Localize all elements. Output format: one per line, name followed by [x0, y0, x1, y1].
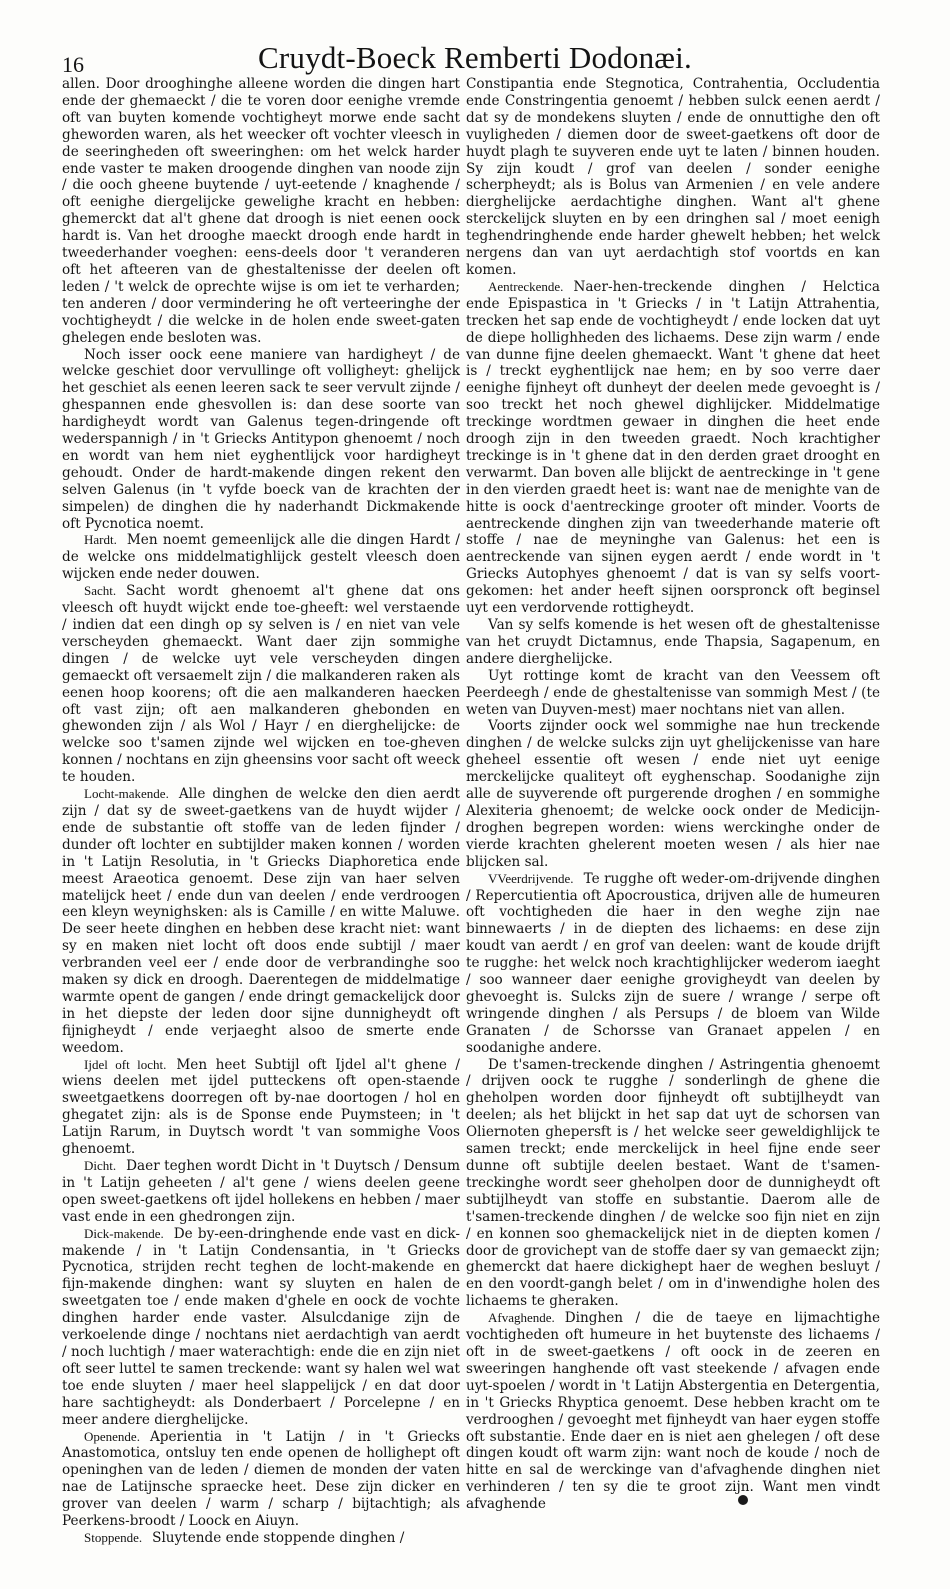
paragraph-text: Naer-hen-treckende dinghen / Helctica ende Epispastica in 't Griecks / in 't Latijn Attrahentia, trecken het sap ende de vochtigheydt / ende locken dat uyt de diepe hollighheden des lichaems. Dese zijn warm / ende van dunne fijne deelen ghemaeckt. Want 't ghene dat heet is / treckt eyghentlijck nae hem; en by soo verre daer eenighe fijnheyt oft dunheyt der deelen mede gevoeght is / soo treckt het noch ghewel dighlijcker. Middelmatige treckinge wordtmen gewaer in dinghen die heet ende droogh zijn in den tweeden graedt. Noch krachtigher treckinge is in 't ghene dat in den derden graet drooght en verwarmt. Dan boven alle blijckt de aentreckinge in 't gene in den vierden graedt heet is: want nae de menighte van de hitte is oock d'aentreckinge grooter oft minder. Voorts de aentreckende dinghen zijn van tweederhande materie oft stoffe / nae de meyninghe van Galenus: het een is aentreckende van sijnen eygen aerdt / ende wordt in 't Griecks Autophyes ghenoemt / dat is van sy selfs voort-gekomen: het ander heeft sijnen oorspronck oft beginsel uyt een verdorvende rottigheydt.: [466, 278, 880, 617]
paragraph: [62, 583, 460, 786]
margin-note: Dick-makende.: [84, 1225, 164, 1241]
paragraph-text: Constipantia ende Stegnotica, Contrahentia, Occludentia ende Constringentia genoemt / hebben sulck eenen aerdt / dat sy de mondekens sluyten / ende de onnuttighe den oft vuyligheden / diemen door de sweet-gaetkens oft door de huydt plagh te suyveren ende uyt te laten / binnen houden. Sy zijn koudt / grof van deelen / sonder eenighe scherpheydt; als is Bolus van Armenien / en vele andere dierghelijcke aerdachtighe dinghen. Want al't ghene sterckelijck sluyten en by een dringhen sal / moet eenigh teghendringhende ende harder ghewelt hebben; het welck nergens dan van uyt aerdachtigh stof voortds en kan komen.: [466, 76, 880, 278]
margin-note: Hardt.: [84, 532, 117, 548]
paragraph: [62, 1226, 460, 1429]
paragraph-text: De by-een-dringhende ende vast en dick-makende / in 't Latijn Condensantia, in 't Griecks Pycnotica, strijden recht teghen de locht-makende en fijn-makende dinghen: want sy sluyten en halen de sweetgaten toe / ende maken d'ghele en oock de vochte dinghen harder ende vaster. Alsulcdanige zijn de verkoelende dinge / nochtans niet aerdachtigh van aerdt / noch luchtigh / maer waterachtigh: ende die en zijn niet oft seer luttel te samen treckende: want sy halen wel wat toe ende sluyten / maer heel slappelijck / en dat door hare sachtigheydt: als Donderbaert / Porcelepne / en meer andere dierghelijcke.: [62, 1225, 460, 1428]
paragraph: [466, 279, 880, 617]
paragraph-text: Dinghen / die de taeye en lijmachtighe vochtigheden oft humeure in het buytenste des lichaems / oft in de sweet-gaetkens / oft oock in de zeeren en sweeringen hanghende oft vast steekende / afvagen ende uyt-spoelen / wordt in 't Latijn Abstergentia en Detergentia, in 't Griecks Rhyptica genoemt. Dese hebben kracht om te verdrooghen / gevoeght met fijnheydt van haer eygen stoffe oft substantie. Ende daer en is niet aen ghelegen / oft dese dingen koudt oft warm zijn: want noch de koude / noch de hitte en sal de werckinge van d'afvaghende dinghen niet verhinderen / ten sy die te groot zijn. Want men vindt afvaghende: [466, 1310, 880, 1513]
paragraph-text: Men heet Subtijl oft Ijdel al't ghene / wiens deelen met ijdel putteckens oft open-staende sweetgaetkens doorregen oft by-nae doortogen / hol en ghegatet zijn: als is de Sponse ende Puymsteen; in 't Latijn Rarum, in Duytsch wordt 't van sommighe Voos ghenoemt.: [62, 1056, 460, 1158]
margin-note: Stoppende.: [84, 1529, 143, 1545]
paragraph: [466, 1310, 880, 1513]
paragraph: [62, 347, 460, 533]
paragraph-text: allen. Door drooghinghe alleene worden die dingen hart ende der ghemaeckt / die te voren door eenighe vremde oft van buyten komende vochtigheyt morwe ende sacht gheworden waren, als het weecker oft vochter vleesch in de seeringheden oft sweeringhen: om het welck harder ende vaster te maken droogende dinghen van noode zijn / die ooch gheene buytende / uyt-eetende / knaghende / oft eenighe diergelijcke gewelighe kracht en hebben: ghemerckt dat al't ghene dat droogh is niet eenen oock hardt is. Van het drooghe maeckt droogh ende hardt in tweederhander voeghen: eens-deels door 't veranderen oft het afteeren van de ghestaltenisse der deelen oft leden / 't welck de oprechte wijse is om iet te verharden; ten anderen / door vermindering he oft verteeringhe der vochtigheydt / die welcke in de holen ende sweet-gaten ghelegen ende besloten was.: [62, 76, 460, 346]
paragraph-text: Van sy selfs komende is het wesen oft de ghestaltenisse van het cruydt Dictamnus, ende Thapsia, Sagapenum, en andere dierghelijcke.: [466, 617, 880, 667]
running-head-title: Cruydt-Boeck Remberti Dodonæi.: [258, 40, 692, 75]
margin-note: Sacht.: [84, 583, 117, 599]
paragraph-text: Sacht wordt ghenoemt al't ghene dat ons vleesch oft huydt wijckt ende toe-gheeft: wel verstaende / indien dat een dingh op sy selven is / en niet van vele verscheyden ghemaeckt. Want daer zijn sommighe dingen / de welcke uyt vele verscheyden dingen gemaeckt oft versaemelt zijn / die malkanderen raken als eenen hoop koorens; oft die aen malkanderen haecken oft vast zijn; oft aen malkanderen ghebonden en ghewonden zijn / als Wol / Hayr / en dierghelijcke: de welcke soo t'samen zijnde wel wijcken en toe-gheven konnen / nochtans en zijn gheensins voor sacht oft weeck te houden.: [62, 583, 460, 786]
ink-blot: [738, 1495, 748, 1505]
margin-note: Ijdel oft locht.: [84, 1056, 167, 1072]
paragraph-text: Uyt rottinge komt de kracht van den Veessem oft Peerdeegh / ende de ghestaltenisse van sommigh Mest / (te weten van Duyven-mest) maer nochtans niet van allen.: [466, 667, 880, 718]
paragraph-text: Men noemt gemeenlijck alle die dingen Hardt / de welcke ons middelmatighlijck gestelt vleesch doen wijcken ende neder douwen.: [62, 532, 460, 583]
paragraph-text: Te rugghe oft weder-om-drijvende dinghen / Repercutientia oft Apocroustica, drijven alle de humeuren oft vochtigheden die haer in den weghe zijn nae binnewaerts / in de diepten des lichaems: en dese zijn koudt van aerdt / en grof van deelen: want de koude drijft te rugghe: het welck noch krachtighlijcker wederom iaeght / soo wanneer daer eenighe grovigheydt van deelen by ghevoeght is. Sulcks zijn de suere / wrange / serpe oft wringende dinghen / als Persups / de bloem van Wilde Granaten / de Schorsse van Granaet appelen / en soodanighe andere.: [466, 870, 880, 1056]
paragraph: [62, 1057, 460, 1158]
right-text-column: [466, 76, 880, 1513]
page-number: 16: [62, 52, 84, 77]
paragraph-text: Noch isser oock eene maniere van hardigheyt / de welcke geschiet door vervullinge oft volligheyt: ghelijck het geschiet als eenen leeren sack te seer vervult zijnde / ghespannen ende ghesvollen is: dan dese soorte van hardigheydt wordt van Galenus tegen-dringende oft wederspannigh / in 't Griecks Antitypon ghenoemt / noch en wordt van hem niet eyghentlijck voor hardigheyt gehoudt. Onder de hardt-makende dingen rekent den selven Galenus (in 't vyfde boeck van de krachten der simpelen) de dinghen die hy naderhandt Dickmakende oft Pycnotica noemt.: [62, 346, 460, 532]
paragraph: [466, 871, 880, 1057]
paragraph-text: Daer teghen wordt Dicht in 't Duytsch / Densum in 't Latijn geheeten / al't gene / wiens deelen geene open sweet-gaetkens oft ijdel hollekens en hebben / maer vast ende in een ghedrongen zijn.: [62, 1158, 460, 1225]
margin-note: Locht-makende.: [84, 786, 169, 802]
margin-note: Aentreckende.: [488, 278, 564, 294]
paragraph: [62, 1158, 460, 1226]
paragraph: [466, 617, 880, 668]
paragraph: [62, 786, 460, 1057]
paragraph: [62, 76, 460, 347]
paragraph-text: Alle dinghen de welcke den dien aerdt zijn / dat sy de sweet-gaetkens van de huydt wijder / ende de substantie oft stoffe van de leden fijnder / dunder oft lochter en subtijlder maken konnen / worden in 't Latijn Resolutia, in 't Griecks Diaphoretica ende meest Araeotica genoemt. Dese zijn van haer selven matelijck heet / ende dun van deelen / ende verdroogen een kleyn weynighsken: als is Camille / en witte Maluwe. De seer heete dinghen en hebben dese kracht niet: want sy en maken niet locht oft doos ende subtijl / maer verbranden veel eer / ende door de verbrandinghe soo maken sy dick en droogh. Daerentegen de middelmatige warmte opent de gangen / ende dringt gemackelijck door in het diepste der leden door sijne dunnigheydt oft fijnigheydt / ende verjaeght alsoo de smerte ende weedom.: [62, 786, 460, 1056]
paragraph: [62, 532, 460, 583]
paragraph-text: De t'samen-treckende dinghen / Astringentia ghenoemt / drijven oock te rugghe / sonderlingh de ghene die gheholpen worden door fijnheydt oft subtijlheydt van deelen; als het blijckt in het sap dat uyt de schorsen van Oliernoten ghepersft is / het welcke seer geweldighlijck te samen treckt; ende merckelijck in heel fijne ende seer dunne oft subtijle deelen bestaet. Want de t'samen-treckinghe wordt seer gheholpen door de dunnigheydt oft subtijlheydt van stoffe en substantie. Daerom alle de t'samen-treckende dinghen / de welcke soo fijn niet en zijn / en konnen soo ghemackelijck niet in de diepten komen / door de grovichept van de stoffe daer sy van gemaeckt zijn; ghemerckt dat haere dickighept haer de weghen besluyt / en den voordt-gangh belet / om in d'inwendighe holen des lichaems te gheraken.: [466, 1056, 880, 1310]
paragraph: [466, 1057, 880, 1311]
paragraph-text: Aperientia in 't Latijn / in 't Griecks Anastomotica, ontsluy ten ende openen de hollighept oft openinghen van de leden / diemen de monden der vaten nae de Latijnsche spraecke heet. Dese zijn dicker en grover van deelen / warm / scharp / bijtachtigh; als Peerkens-broodt / Loock en Aiuyn.: [62, 1428, 460, 1530]
paragraph: [466, 76, 880, 279]
paragraph: [466, 668, 880, 719]
margin-note: Afvaghende.: [488, 1310, 555, 1326]
margin-note: Openende.: [84, 1428, 140, 1444]
left-text-column: [62, 76, 460, 1546]
paragraph: [62, 1429, 460, 1530]
margin-note: VVeerdrijvende.: [488, 870, 574, 886]
paragraph: [466, 718, 880, 870]
paragraph-text: Sluytende ende stoppende dinghen /: [152, 1529, 405, 1546]
margin-note: Dicht.: [84, 1158, 117, 1173]
paragraph: [62, 1530, 460, 1547]
paragraph-text: Voorts zijnder oock wel sommighe nae hun treckende dinghen / de welcke sulcks zijn uyt ghelijckenisse van hare gheheel essentie oft wesen / ende niet uyt eenige merckelijcke qualiteyt oft eyghenschap. Soodanighe zijn alle de suyverende oft purgerende droghen / en sommighe Alexiteria ghenoemt; de welcke oock onder de Medicijn-droghen begrepen worden: wiens werckinghe onder de vierde krachten ghelerent moeten wesen / als hier nae blijcken sal.: [466, 718, 880, 870]
